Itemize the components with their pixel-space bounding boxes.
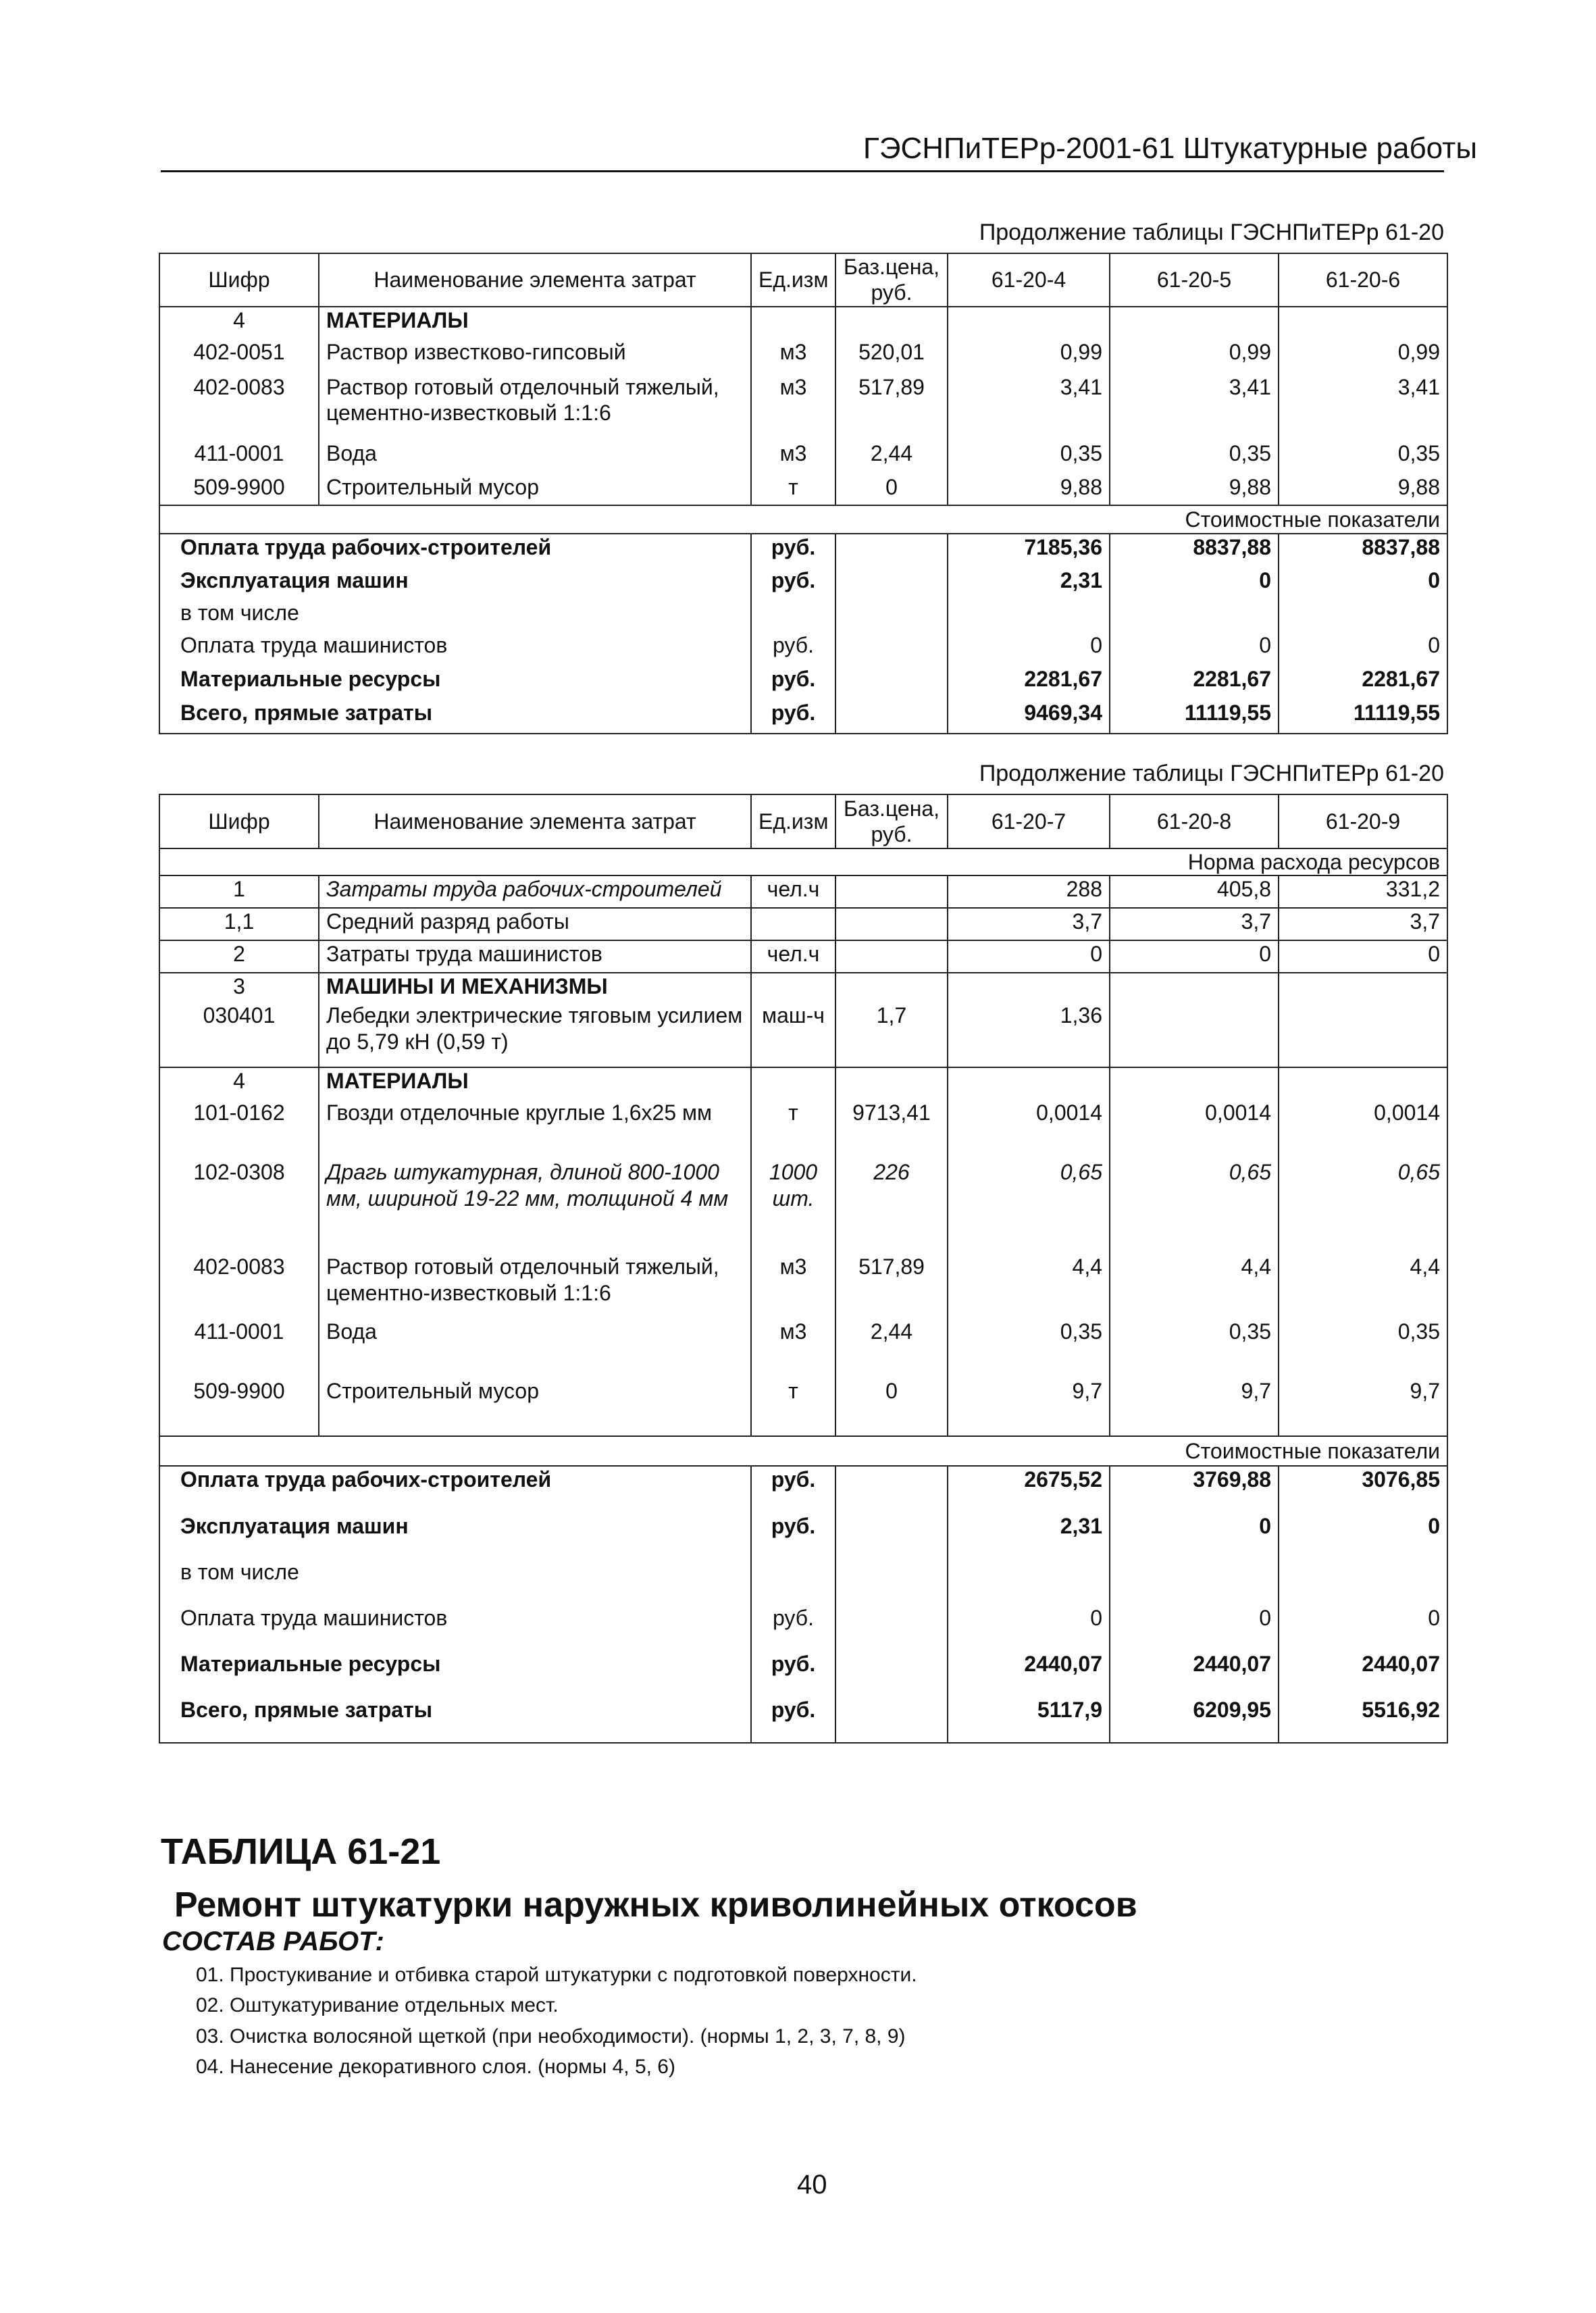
row-base-price: 226 <box>835 1159 948 1254</box>
cost-label: Материальные ресурсы <box>159 666 751 700</box>
row-value: 9,88 <box>1279 474 1447 505</box>
header-rule <box>161 170 1444 172</box>
cost-label: Оплата труда рабочих-строителей <box>159 1466 751 1513</box>
cost-value: 11119,55 <box>1110 700 1279 734</box>
table-row <box>159 940 1447 973</box>
row-value: 0,99 <box>1110 339 1279 374</box>
band-row <box>159 1436 1447 1466</box>
col-unit-header: Ед.изм <box>751 253 835 307</box>
band-label: Норма расхода ресурсов <box>159 848 1447 875</box>
cost-row <box>159 700 1447 734</box>
cost-unit: руб. <box>751 700 835 734</box>
cost-value: 0 <box>1279 632 1447 666</box>
cost-value: 5117,9 <box>948 1697 1110 1743</box>
table1-continuation: Продолжение таблицы ГЭСНПиТЕРр 61-20 <box>979 220 1444 245</box>
row-value: 0,65 <box>1279 1159 1447 1254</box>
cost-unit: руб. <box>751 567 835 600</box>
cost-value: 0 <box>1279 1513 1447 1559</box>
row-value: 0,99 <box>1279 339 1447 374</box>
row-name: Затраты труда рабочих-строителей <box>319 875 751 908</box>
row-value: 0,35 <box>948 1319 1110 1378</box>
row-name: Драгь штукатурная, длиной 800-1000 мм, шириной 19-22 мм, толщиной 4 мм <box>319 1159 751 1254</box>
cost-value: 5516,92 <box>1279 1697 1447 1743</box>
row-base-price: 517,89 <box>835 1254 948 1319</box>
row-value: 4,4 <box>1110 1254 1279 1319</box>
row-unit: м3 <box>751 1254 835 1319</box>
row-code: 030401 <box>159 1002 319 1067</box>
cost-row <box>159 1651 1447 1697</box>
row-name: Средний разряд работы <box>319 908 751 940</box>
row-code: 1,1 <box>159 908 319 940</box>
row-code: 411-0001 <box>159 1319 319 1378</box>
row-value: 0,0014 <box>1279 1100 1447 1159</box>
row-value: 3,41 <box>1110 374 1279 440</box>
row-value: 3,7 <box>1279 908 1447 940</box>
row-base-price: 2,44 <box>835 1319 948 1378</box>
row-unit: т <box>751 1100 835 1159</box>
section-row <box>159 973 1447 1002</box>
works-item: 01. Простукивание и отбивка старой штукатурки с подготовкой поверхности. <box>196 1964 917 1986</box>
row-code: 402-0083 <box>159 1254 319 1319</box>
row-code: 2 <box>159 940 319 973</box>
cost-value: 11119,55 <box>1279 700 1447 734</box>
row-value: 288 <box>948 875 1110 908</box>
col-norm-header: 61-20-6 <box>1279 253 1447 307</box>
row-value: 9,88 <box>1110 474 1279 505</box>
section-name: МАТЕРИАЛЫ <box>319 307 751 339</box>
table-61-21-title: ТАБЛИЦА 61-21 <box>161 1831 441 1872</box>
cost-value: 2440,07 <box>1279 1651 1447 1697</box>
cost-row <box>159 1466 1447 1513</box>
row-code: 102-0308 <box>159 1159 319 1254</box>
row-unit: м3 <box>751 374 835 440</box>
row-unit: м3 <box>751 339 835 374</box>
row-code: 101-0162 <box>159 1100 319 1159</box>
row-unit: 1000 шт. <box>751 1159 835 1254</box>
section-row <box>159 1067 1447 1100</box>
cost-value: 0 <box>1110 567 1279 600</box>
row-value: 0,35 <box>1110 440 1279 474</box>
cost-row <box>159 1697 1447 1743</box>
row-value: 9,7 <box>948 1378 1110 1436</box>
table-row <box>159 440 1447 474</box>
row-value: 3,7 <box>948 908 1110 940</box>
row-value: 0 <box>1110 940 1279 973</box>
cost-value: 3769,88 <box>1110 1466 1279 1513</box>
works-item: 03. Очистка волосяной щеткой (при необходимости). (нормы 1, 2, 3, 7, 8, 9) <box>196 2025 906 2048</box>
running-header: ГЭСНПиТЕРр-2001-61 Штукатурные работы <box>863 132 1477 165</box>
row-value: 331,2 <box>1279 875 1447 908</box>
row-unit: т <box>751 474 835 505</box>
cost-value: 0 <box>1110 1513 1279 1559</box>
cost-label: Всего, прямые затраты <box>159 700 751 734</box>
cost-row <box>159 632 1447 666</box>
cost-label: Оплата труда машинистов <box>159 632 751 666</box>
row-value: 9,88 <box>948 474 1110 505</box>
row-base-price: 1,7 <box>835 1002 948 1067</box>
band-row <box>159 505 1447 534</box>
section-name: МАШИНЫ И МЕХАНИЗМЫ <box>319 973 751 1002</box>
cost-row <box>159 666 1447 700</box>
cost-row <box>159 1605 1447 1651</box>
row-name: Гвозди отделочные круглые 1,6х25 мм <box>319 1100 751 1159</box>
row-base-price: 2,44 <box>835 440 948 474</box>
row-value: 0,99 <box>948 339 1110 374</box>
row-value: 0,35 <box>1279 1319 1447 1378</box>
section-code: 3 <box>159 973 319 1002</box>
row-base-price: 0 <box>835 474 948 505</box>
table1 <box>159 253 1448 734</box>
row-code: 509-9900 <box>159 474 319 505</box>
section-name: МАТЕРИАЛЫ <box>319 1067 751 1100</box>
cost-row <box>159 1559 1447 1605</box>
col-norm-header: 61-20-9 <box>1279 794 1447 848</box>
cost-value: 8837,88 <box>1279 534 1447 567</box>
row-name: Лебедки электрические тяговым усилием до 5,79 кН (0,59 т) <box>319 1002 751 1067</box>
row-unit: м3 <box>751 1319 835 1378</box>
row-base-price: 0 <box>835 1378 948 1436</box>
cost-label: Оплата труда рабочих-строителей <box>159 534 751 567</box>
row-name: Вода <box>319 1319 751 1378</box>
row-value: 3,41 <box>948 374 1110 440</box>
section-row <box>159 307 1447 339</box>
row-value: 3,7 <box>1110 908 1279 940</box>
cost-value: 0 <box>1110 1605 1279 1651</box>
band-row <box>159 848 1447 875</box>
row-value: 4,4 <box>1279 1254 1447 1319</box>
row-code: 509-9900 <box>159 1378 319 1436</box>
row-base-price: 517,89 <box>835 374 948 440</box>
row-value: 0,0014 <box>948 1100 1110 1159</box>
table-row <box>159 1319 1447 1378</box>
row-value: 0,35 <box>1279 440 1447 474</box>
col-code-header: Шифр <box>159 794 319 848</box>
row-unit: чел.ч <box>751 940 835 973</box>
cost-value: 2440,07 <box>1110 1651 1279 1697</box>
cost-label: Оплата труда машинистов <box>159 1605 751 1651</box>
row-value: 0,0014 <box>1110 1100 1279 1159</box>
cost-value: 0 <box>1279 1605 1447 1651</box>
table2 <box>159 794 1448 1744</box>
row-unit: чел.ч <box>751 875 835 908</box>
table2-continuation: Продолжение таблицы ГЭСНПиТЕРр 61-20 <box>979 761 1444 786</box>
cost-row <box>159 534 1447 567</box>
col-name-header: Наименование элемента затрат <box>319 253 751 307</box>
row-value: 0,35 <box>1110 1319 1279 1378</box>
row-value: 9,7 <box>1110 1378 1279 1436</box>
cost-value: 2,31 <box>948 567 1110 600</box>
cost-value: 2675,52 <box>948 1466 1110 1513</box>
row-name: Раствор готовый отделочный тяжелый, цементно-известковый 1:1:6 <box>319 374 751 440</box>
works-item: 04. Нанесение декоративного слоя. (нормы 4, 5, 6) <box>196 2056 675 2078</box>
col-code-header: Шифр <box>159 253 319 307</box>
row-value: 0 <box>1279 940 1447 973</box>
table2-header-row <box>159 794 1447 848</box>
table-row <box>159 1159 1447 1254</box>
table-row <box>159 339 1447 374</box>
cost-value: 0 <box>948 1605 1110 1651</box>
cost-unit: руб. <box>751 1466 835 1513</box>
row-code: 402-0083 <box>159 374 319 440</box>
cost-value: 0 <box>1110 632 1279 666</box>
band-label: Стоимостные показатели <box>159 1436 1447 1466</box>
table-61-21-subtitle: Ремонт штукатурки наружных криволинейных откосов <box>174 1885 1137 1925</box>
cost-value: 0 <box>948 632 1110 666</box>
cost-unit: руб. <box>751 534 835 567</box>
works-heading: СОСТАВ РАБОТ: <box>162 1927 384 1956</box>
row-unit: маш-ч <box>751 1002 835 1067</box>
cost-value: 2281,67 <box>1110 666 1279 700</box>
table-row <box>159 908 1447 940</box>
cost-label: Эксплуатация машин <box>159 567 751 600</box>
row-value: 9,7 <box>1279 1378 1447 1436</box>
table1-header-row <box>159 253 1447 307</box>
col-norm-header: 61-20-5 <box>1110 253 1279 307</box>
table-row <box>159 474 1447 505</box>
cost-value: 0 <box>1279 567 1447 600</box>
cost-row <box>159 600 1447 632</box>
cost-label: Материальные ресурсы <box>159 1651 751 1697</box>
cost-value: 2,31 <box>948 1513 1110 1559</box>
cost-value: 8837,88 <box>1110 534 1279 567</box>
cost-unit: руб. <box>751 1605 835 1651</box>
col-unit-header: Ед.изм <box>751 794 835 848</box>
cost-unit: руб. <box>751 632 835 666</box>
col-base-header: Баз.цена, руб. <box>835 794 948 848</box>
row-name: Строительный мусор <box>319 474 751 505</box>
row-value: 0,35 <box>948 440 1110 474</box>
cost-unit: руб. <box>751 1651 835 1697</box>
cost-value: 6209,95 <box>1110 1697 1279 1743</box>
cost-label: в том числе <box>159 600 751 632</box>
col-norm-header: 61-20-4 <box>948 253 1110 307</box>
row-code: 402-0051 <box>159 339 319 374</box>
row-value: 405,8 <box>1110 875 1279 908</box>
section-code: 4 <box>159 307 319 339</box>
works-item: 02. Оштукатуривание отдельных мест. <box>196 1994 559 2016</box>
cost-label: в том числе <box>159 1559 751 1605</box>
cost-value: 7185,36 <box>948 534 1110 567</box>
cost-unit: руб. <box>751 1697 835 1743</box>
cost-label: Всего, прямые затраты <box>159 1697 751 1743</box>
cost-value: 2281,67 <box>948 666 1110 700</box>
row-value: 4,4 <box>948 1254 1110 1319</box>
row-value: 3,41 <box>1279 374 1447 440</box>
table-row <box>159 1002 1447 1067</box>
table-row <box>159 1254 1447 1319</box>
row-base-price: 9713,41 <box>835 1100 948 1159</box>
col-norm-header: 61-20-7 <box>948 794 1110 848</box>
row-value: 0,65 <box>948 1159 1110 1254</box>
cost-value: 2281,67 <box>1279 666 1447 700</box>
cost-value: 2440,07 <box>948 1651 1110 1697</box>
row-name: Вода <box>319 440 751 474</box>
row-name: Затраты труда машинистов <box>319 940 751 973</box>
table-row <box>159 1378 1447 1436</box>
col-norm-header: 61-20-8 <box>1110 794 1279 848</box>
row-code: 1 <box>159 875 319 908</box>
table-row <box>159 875 1447 908</box>
page-number: 40 <box>797 2170 827 2200</box>
cost-label: Эксплуатация машин <box>159 1513 751 1559</box>
table-row <box>159 1100 1447 1159</box>
col-base-header: Баз.цена, руб. <box>835 253 948 307</box>
row-name: Раствор готовый отделочный тяжелый, цементно-известковый 1:1:6 <box>319 1254 751 1319</box>
cost-unit: руб. <box>751 666 835 700</box>
band-label: Стоимостные показатели <box>159 505 1447 534</box>
col-name-header: Наименование элемента затрат <box>319 794 751 848</box>
row-name: Раствор известково-гипсовый <box>319 339 751 374</box>
row-unit: т <box>751 1378 835 1436</box>
cost-value: 9469,34 <box>948 700 1110 734</box>
table-row <box>159 374 1447 440</box>
row-value: 0 <box>948 940 1110 973</box>
row-base-price: 520,01 <box>835 339 948 374</box>
cost-unit: руб. <box>751 1513 835 1559</box>
row-code: 411-0001 <box>159 440 319 474</box>
row-name: Строительный мусор <box>319 1378 751 1436</box>
section-code: 4 <box>159 1067 319 1100</box>
cost-value: 3076,85 <box>1279 1466 1447 1513</box>
row-value: 1,36 <box>948 1002 1110 1067</box>
cost-row <box>159 1513 1447 1559</box>
row-value: 0,65 <box>1110 1159 1279 1254</box>
cost-row <box>159 567 1447 600</box>
row-unit: м3 <box>751 440 835 474</box>
